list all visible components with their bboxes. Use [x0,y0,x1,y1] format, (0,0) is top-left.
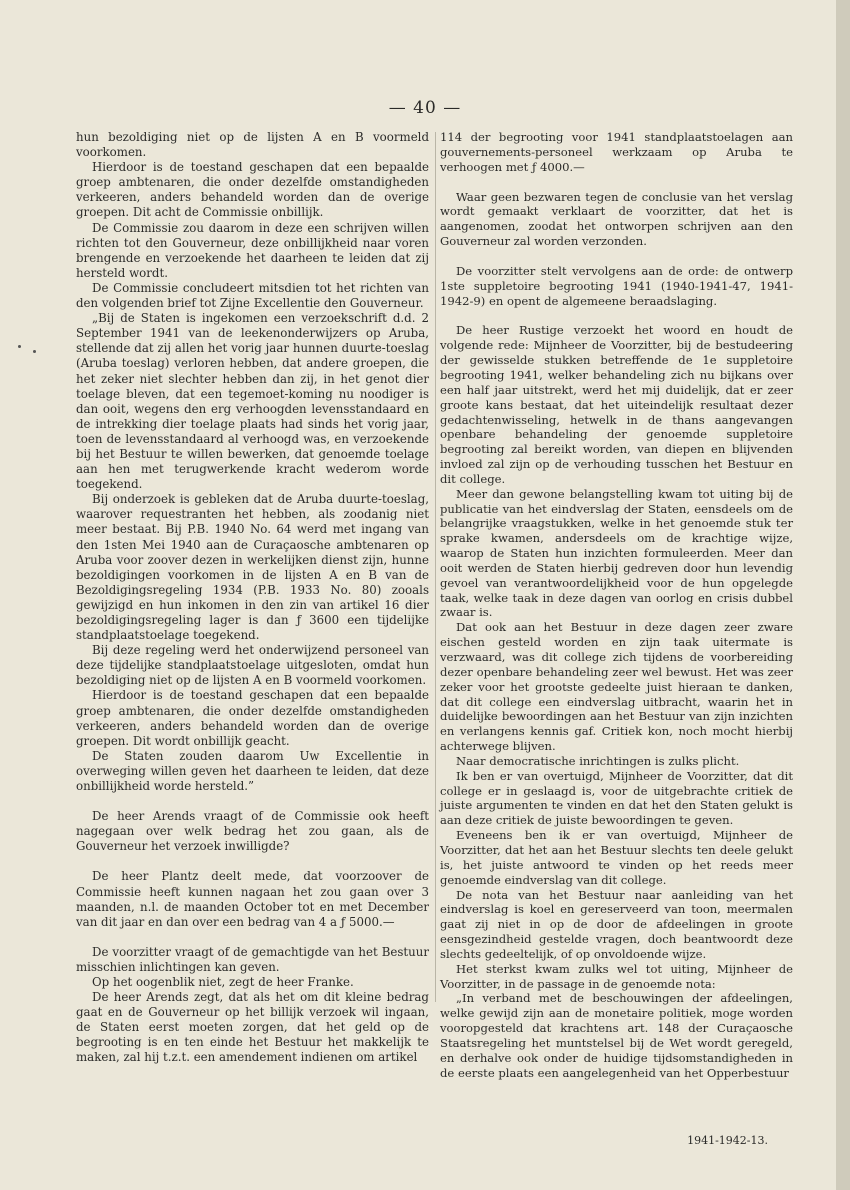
right-column [440,130,793,1080]
paragraph: Hierdoor is de toestand geschapen dat een bepaalde groep ambtenaren, die onder dezelfde omstandigheden verkeeren, anders behandeld worden dan de overige groepen. Dit wordt onbillijk geacht. [76,688,429,748]
margin-mark [18,345,21,348]
paragraph: Op het oogenblik niet, zegt de heer Franke. [92,974,354,989]
paragraph: De Commissie concludeert mitsdien tot het richten van den volgenden brief tot Zijne Excellentie den Gouverneur. [76,280,429,311]
paragraph: hun bezoldiging niet op de lijsten A en B voormeld voorkomen. [76,130,429,160]
paragraph: De nota van het Bestuur naar aanleiding van het eindverslag is koel en gereserveerd van toon, meermalen gaat zij niet in op de door de afdeelingen in groote eensgezindheid gestelde vragen, doch beantwoordt deze slechts gedeeltelijk, of op onvoldoende wijze. [440,887,793,961]
footer-code: 1941-1942-13. [687,1134,768,1147]
paragraph: De heer Arends zegt, dat als het om dit kleine bedrag gaat en de Gouverneur op het billijk verzoek wil ingaan, de Staten eerst moeten zorgen, dat het geld op de begrooting is en ten einde het Bestuur het makkelijk te maken, zal hij t.z.t. een amendement indienen om artikel [76,990,429,1065]
column-divider [435,132,436,1002]
paragraph: De voorzitter stelt vervolgens aan de orde: de ontwerp 1ste suppletoire begrooting 1941 (1940-1941-47, 1941-1942-9) en opent de algemeene beraadslaging. [440,263,793,308]
paragraph: „In verband met de beschouwingen der afdeelingen, welke gewijd zijn aan de monetaire politiek, moge worden vooropgesteld dat krachtens art. 148 der Curaçaosche Staatsregeling het muntstelsel bij de Wet wordt geregeld, en derhalve ook onder de huidige tijdsomstandigheden in de eerste plaats een aangelegenheid van het Opperbestuur [440,991,793,1080]
paragraph: Bij deze regeling werd het onderwijzend personeel van deze tijdelijke standplaatstoelage uitgesloten, omdat hun bezoldiging niet op de lijsten A en B voormeld voorkomen. [76,643,429,688]
left-column [76,130,429,1066]
paragraph: Eveneens ben ik er van overtuigd, Mijnheer de Voorzitter, dat het aan het Bestuur slechts ten deele gelukt is, het juiste antwoord te vinden op het reeds meer genoemde eindverslag van dit college. [440,828,793,887]
paragraph: Waar geen bezwaren tegen de conclusie van het verslag wordt gemaakt verklaart de voorzitter, dat het is aangenomen, zoodat het ontworpen schrijven aan den Gouverneur zal worden verzonden. [440,189,793,249]
paragraph: De heer Rustige verzoekt het woord en houdt de volgende rede: Mijnheer de Voorzitter, bij de bestudeering der gewisselde stukken betreffende de 1e suppletoire begrooting 1941, welker behandeling zich nu bijkans over een half jaar uitstrekt, werd het mij duidelijk, dat er zeer groote kans bestaat, dat het uiteindelijk resultaat dezer gedachtenwisseling, hetwelk in de thans aangevangen openbare behandeling der genoemde suppletoire begrooting zal bereikt worden, van diepen en blijvenden invloed zal zijn op de verhouding tusschen het Bestuur en dit college. [440,323,793,486]
paragraph: De heer Plantz deelt mede, dat voorzoover de Commissie heeft kunnen nagaan het zou gaan over 3 maanden, n.l. de maanden October tot en met December van dit jaar en dan over een bedrag van 4 a ƒ 5000.— [76,869,429,929]
paragraph: Meer dan gewone belangstelling kwam tot uiting bij de publicatie van het eindverslag der Staten, eensdeels om de belangrijke vraagstukken, welke in het genoemde stuk ter sprake kwamen, andersdeels om de krachtige wijze, waarop de Staten hun inzichten formuleerden. Meer dan ooit werden de Staten hierbij gedreven door hun levendig gevoel van verantwoordelijkheid voor de hun opgelegde taak, welke taak in deze dagen van oorlog en crisis dubbel zwaar is. [440,486,793,620]
paragraph: Hierdoor is de toestand geschapen dat een bepaalde groep ambtenaren, die onder dezelfde omstandigheden verkeeren, anders behandeld worden dan de overige groepen. Dit acht de Commissie onbillijk. [76,160,429,220]
paragraph: Het sterkst kwam zulks wel tot uiting, Mijnheer de Voorzitter, in de passage in de genoemde nota: [440,961,793,991]
paragraph: Ik ben er van overtuigd, Mijnheer de Voorzitter, dat dit college er in geslaagd is, voor de uitgebrachte critiek de juiste argumenten te vinden en dat het den Staten gelukt is aan deze critiek de juiste bewoordingen te geven. [440,768,793,828]
paragraph: De voorzitter vraagt of de gemachtigde van het Bestuur misschien inlichtingen kan geven. [76,944,429,974]
paragraph: De heer Arends vraagt of de Commissie ook heeft nagegaan over welk bedrag het zou gaan, als de Gouverneur het verzoek inwilligde? [76,809,429,854]
paragraph: 114 der begrooting voor 1941 standplaatstoelagen aan gouvernements-personeel werkzaam op Aruba te verhoogen met ƒ 4000.— [440,130,793,174]
paragraph: Bij onderzoek is gebleken dat de Aruba duurte-toeslag, waarover requestranten het hebben, als zoodanig niet meer bestaat. Bij P.B. 1940 No. 64 werd met ingang van den 1sten Mei 1940 aan de Curaçaosche ambtenaren op Aruba voor zoover dezen in werkelijken dienst zijn, hunne bezoldigingen voorkomen in de lijsten A en B van de Bezoldigingsregeling 1934 (P.B. 1933 No. 80) zooals gewijzigd en hun inkomen in den zin van artikel 16 dier bezoldigingsregeling lager is dan ƒ 3600 een tijdelijke standplaatstoelage toegekend. [76,492,429,643]
paragraph: Dat ook aan het Bestuur in deze dagen zeer zware eischen gesteld worden en zijn taak uitermate is verzwaard, was dit college zich tijdens de voorbereiding dezer openbare behandeling zeer wel bewust. Het was zeer zeker voor het grootste gedeelte juist hieraan te danken, dat dit college een eindverslag uitbracht, waarin het in duidelijke bewoordingen aan het Bestuur van zijn inzichten en verlangens kennis gaf. Critiek kon, noch mocht hierbij achterwege blijven. [440,620,793,754]
paragraph: De Commissie zou daarom in deze een schrijven willen richten tot den Gouverneur, deze onbillijkheid naar voren brengende en verzoekende het daarheen te leiden dat zij hersteld wordt. [76,220,429,280]
paragraph: „Bij de Staten is ingekomen een verzoekschrift d.d. 2 September 1941 van de leekenonderwijzers op Aruba, stellende dat zij allen het vorig jaar hunnen duurte-toeslag (Aruba toeslag) verloren hebben, dat andere groepen, die het zeker niet slechter hebben dan zij, in het genot dier toelage bleven, dat een tegemoet-koming nu noodiger is dan ooit, wegens den erg verhoogden levensstandaard en de intrekking dier toelage plaats had sinds het vorig jaar, toen de levensstandaard al verhoogd was, en verzoekende bij het Bestuur te willen bewerken, dat genoemde toelage aan hen met terugwerkende kracht wederom worde toegekend. [76,311,429,492]
paragraph: Naar democratische inrichtingen is zulks plicht. [456,753,740,768]
paragraph: De Staten zouden daarom Uw Excellentie in overweging willen geven het daarheen te leiden, dat deze onbillijkheid worde hersteld.” [76,748,429,794]
page-number: — 40 — [388,98,462,118]
margin-mark [33,350,36,353]
